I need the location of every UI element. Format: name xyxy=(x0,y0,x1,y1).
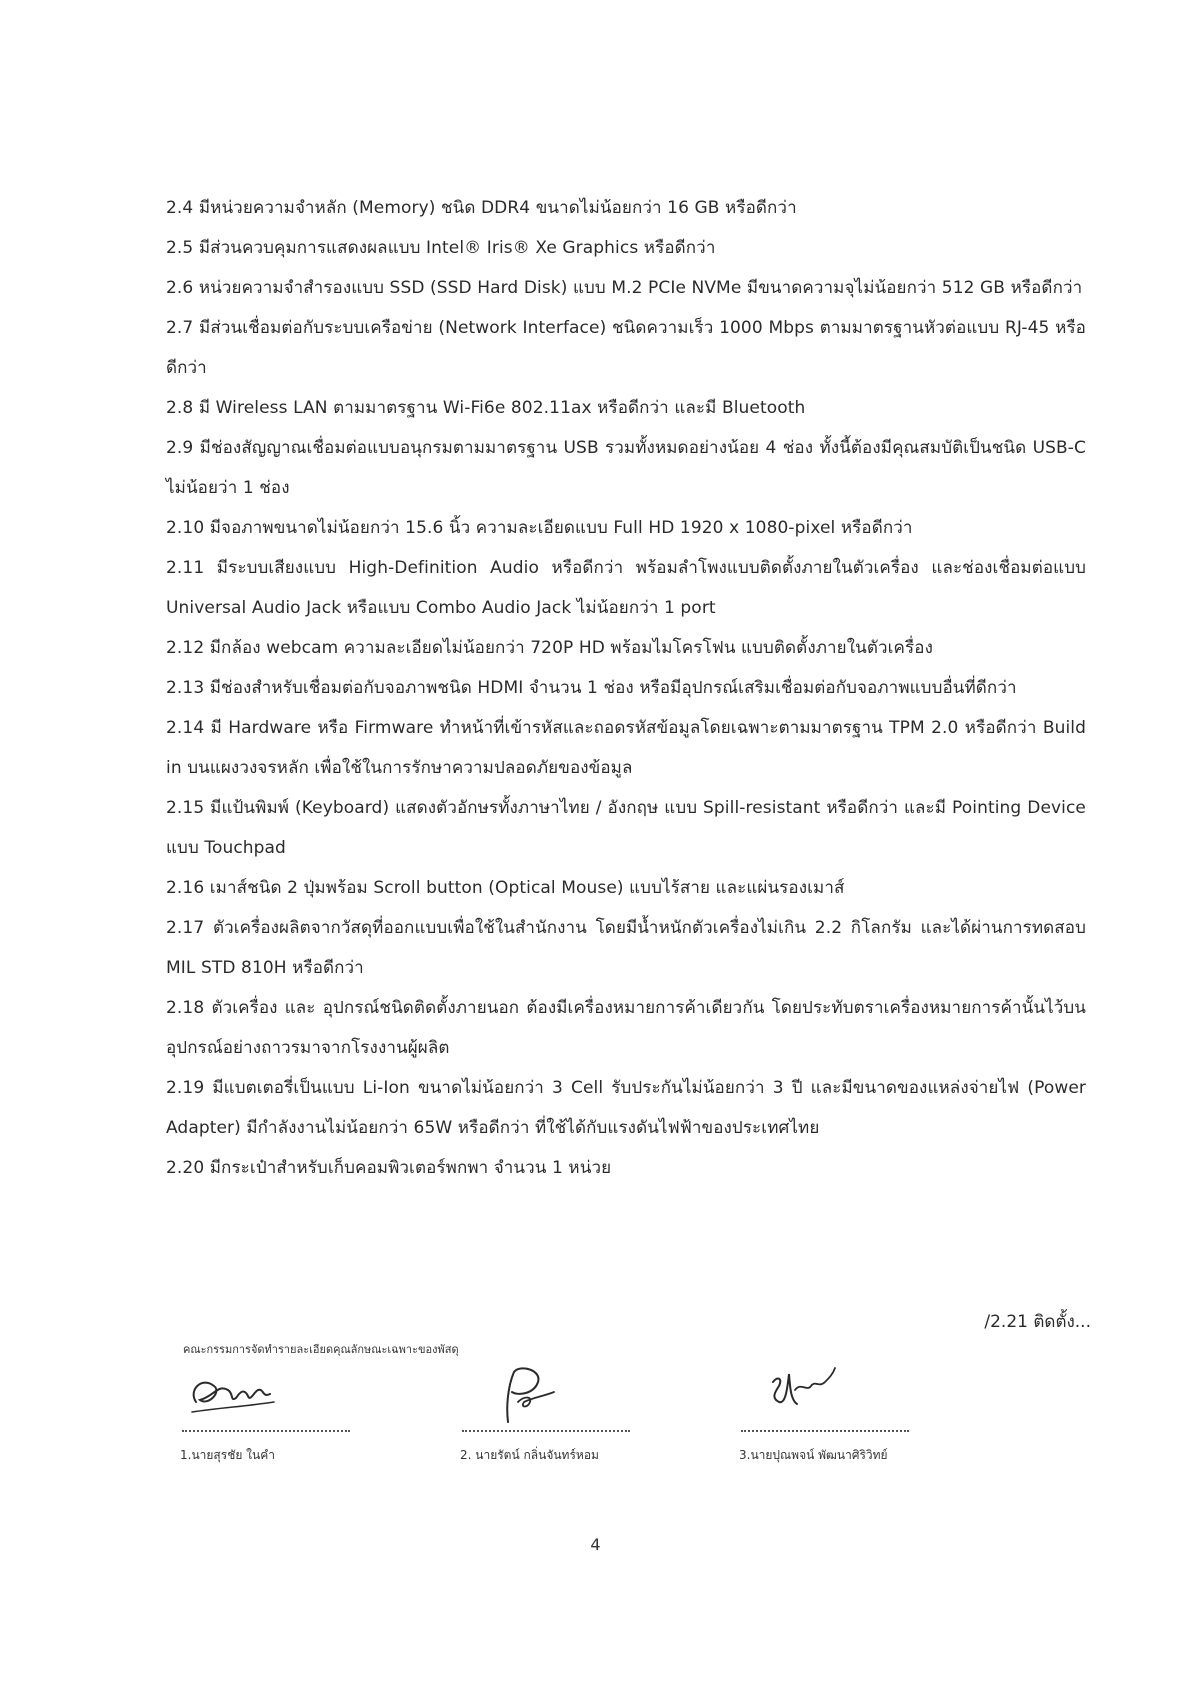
committee-title: คณะกรรมการจัดทำรายละเอียดคุณลักษณะเฉพาะของพัสดุ xyxy=(183,1343,459,1356)
spec-item-2-12: 2.12 มีกล้อง webcam ความละเอียดไม่น้อยกว่า 720P HD พร้อมไมโครโฟน แบบติดตั้งภายในตัวเครื่อง xyxy=(166,638,933,658)
spec-item-2-18: 2.18 ตัวเครื่อง และ อุปกรณ์ชนิดติดตั้งภายนอก ต้องมีเครื่องหมายการค้าเดียวกัน โดยประทับตราเครื่องหมายการค้านั้นไว้บนอุปกรณ์อย่างถาวรมาจากโรงงานผู้ผลิต xyxy=(166,998,1086,1058)
spec-item-2-20: 2.20 มีกระเป๋าสำหรับเก็บคอมพิวเตอร์พกพา จำนวน 1 หน่วย xyxy=(166,1158,612,1178)
spec-item-2-15: 2.15 มีแป้นพิมพ์ (Keyboard) แสดงตัวอักษรทั้งภาษาไทย / อังกฤษ แบบ Spill-resistant หรือดีกว่า และมี Pointing Device แบบ Touchpad xyxy=(166,798,1086,858)
spec-item-2-10: 2.10 มีจอภาพขนาดไม่น้อยกว่า 15.6 นิ้ว ความละเอียดแบบ Full HD 1920 x 1080-pixel หรือดีกว่า xyxy=(166,518,913,538)
signature-line-3 xyxy=(741,1430,909,1432)
spec-item-2-16: 2.16 เมาส์ชนิด 2 ปุ่มพร้อม Scroll button (Optical Mouse) แบบไร้สาย และแผ่นรองเมาส์ xyxy=(166,878,845,898)
signature-line-1 xyxy=(182,1430,350,1432)
spec-item-2-4: 2.4 มีหน่วยความจำหลัก (Memory) ชนิด DDR4 ขนาดไม่น้อยกว่า 16 GB หรือดีกว่า xyxy=(166,198,797,218)
signature-block-2 xyxy=(458,1362,638,1468)
signature-block-3 xyxy=(737,1362,917,1468)
spec-item-2-17: 2.17 ตัวเครื่องผลิตจากวัสดุที่ออกแบบเพื่อใช้ในสำนักงาน โดยมีน้ำหนักตัวเครื่องไม่เกิน 2.2 กิโลกรัม และได้ผ่านการทดสอบ MIL STD 810H หรือดีกว่า xyxy=(166,918,1086,978)
specification-list xyxy=(166,188,1086,1188)
spec-item-2-5: 2.5 มีส่วนควบคุมการแสดงผลแบบ Intel® Iris® Xe Graphics หรือดีกว่า xyxy=(166,238,716,258)
spec-item-2-8: 2.8 มี Wireless LAN ตามมาตรฐาน Wi-Fi6e 802.11ax หรือดีกว่า และมี Bluetooth xyxy=(166,398,806,418)
spec-item-2-14: 2.14 มี Hardware หรือ Firmware ทำหน้าที่เข้ารหัสและถอดรหัสข้อมูลโดยเฉพาะตามมาตรฐาน TPM 2.0 หรือดีกว่า Build in บนแผงวงจรหลัก เพื่อใช้ในการรักษาความปลอดภัยของข้อมูล xyxy=(166,718,1086,778)
continuation-note: /2.21 ติดตั้ง... xyxy=(984,1312,1091,1332)
handwritten-signature-2 xyxy=(458,1362,638,1428)
spec-item-2-19: 2.19 มีแบตเตอรี่เป็นแบบ Li-Ion ขนาดไม่น้อยกว่า 3 Cell รับประกันไม่น้อยกว่า 3 ปี และมีขนาดของแหล่งจ่ายไฟ (Power Adapter) มีกำลังงานไม่น้อยกว่า 65W หรือดีกว่า ที่ใช้ได้กับแรงดันไฟฟ้าของประเทศไทย xyxy=(166,1078,1086,1138)
signatory-name-3: 3.นายปุณพจน์ พัฒนาศิริวิทย์ xyxy=(739,1448,888,1462)
signature-line-2 xyxy=(462,1430,630,1432)
spec-item-2-11: 2.11 มีระบบเสียงแบบ High-Definition Audio หรือดีกว่า พร้อมลำโพงแบบติดตั้งภายในตัวเครื่อง และช่องเชื่อมต่อแบบ Universal Audio Jack หรือแบบ Combo Audio Jack ไม่น้อยกว่า 1 port xyxy=(166,558,1086,618)
signature-block-1 xyxy=(178,1362,358,1468)
page-number: 4 xyxy=(590,1535,601,1554)
signatory-name-1: 1.นายสุรชัย ในคำ xyxy=(180,1448,276,1462)
handwritten-signature-1 xyxy=(178,1362,358,1428)
spec-item-2-7: 2.7 มีส่วนเชื่อมต่อกับระบบเครือข่าย (Network Interface) ชนิดความเร็ว 1000 Mbps ตามมาตรฐานหัวต่อแบบ RJ-45 หรือดีกว่า xyxy=(166,318,1086,378)
spec-item-2-9: 2.9 มีช่องสัญญาณเชื่อมต่อแบบอนุกรมตามมาตรฐาน USB รวมทั้งหมดอย่างน้อย 4 ช่อง ทั้งนี้ต้องมีคุณสมบัติเป็นชนิด USB-C ไม่น้อยว่า 1 ช่อง xyxy=(166,438,1086,498)
handwritten-signature-3 xyxy=(737,1362,917,1428)
spec-item-2-6: 2.6 หน่วยความจำสำรองแบบ SSD (SSD Hard Disk) แบบ M.2 PCIe NVMe มีขนาดความจุไม่น้อยกว่า 512 GB หรือดีกว่า xyxy=(166,278,1083,298)
signatory-name-2: 2. นายรัตน์ กลิ่นจันทร์หอม xyxy=(460,1448,599,1462)
spec-item-2-13: 2.13 มีช่องสำหรับเชื่อมต่อกับจอภาพชนิด HDMI จำนวน 1 ช่อง หรือมีอุปกรณ์เสริมเชื่อมต่อกับจอภาพแบบอื่นที่ดีกว่า xyxy=(166,678,1017,698)
